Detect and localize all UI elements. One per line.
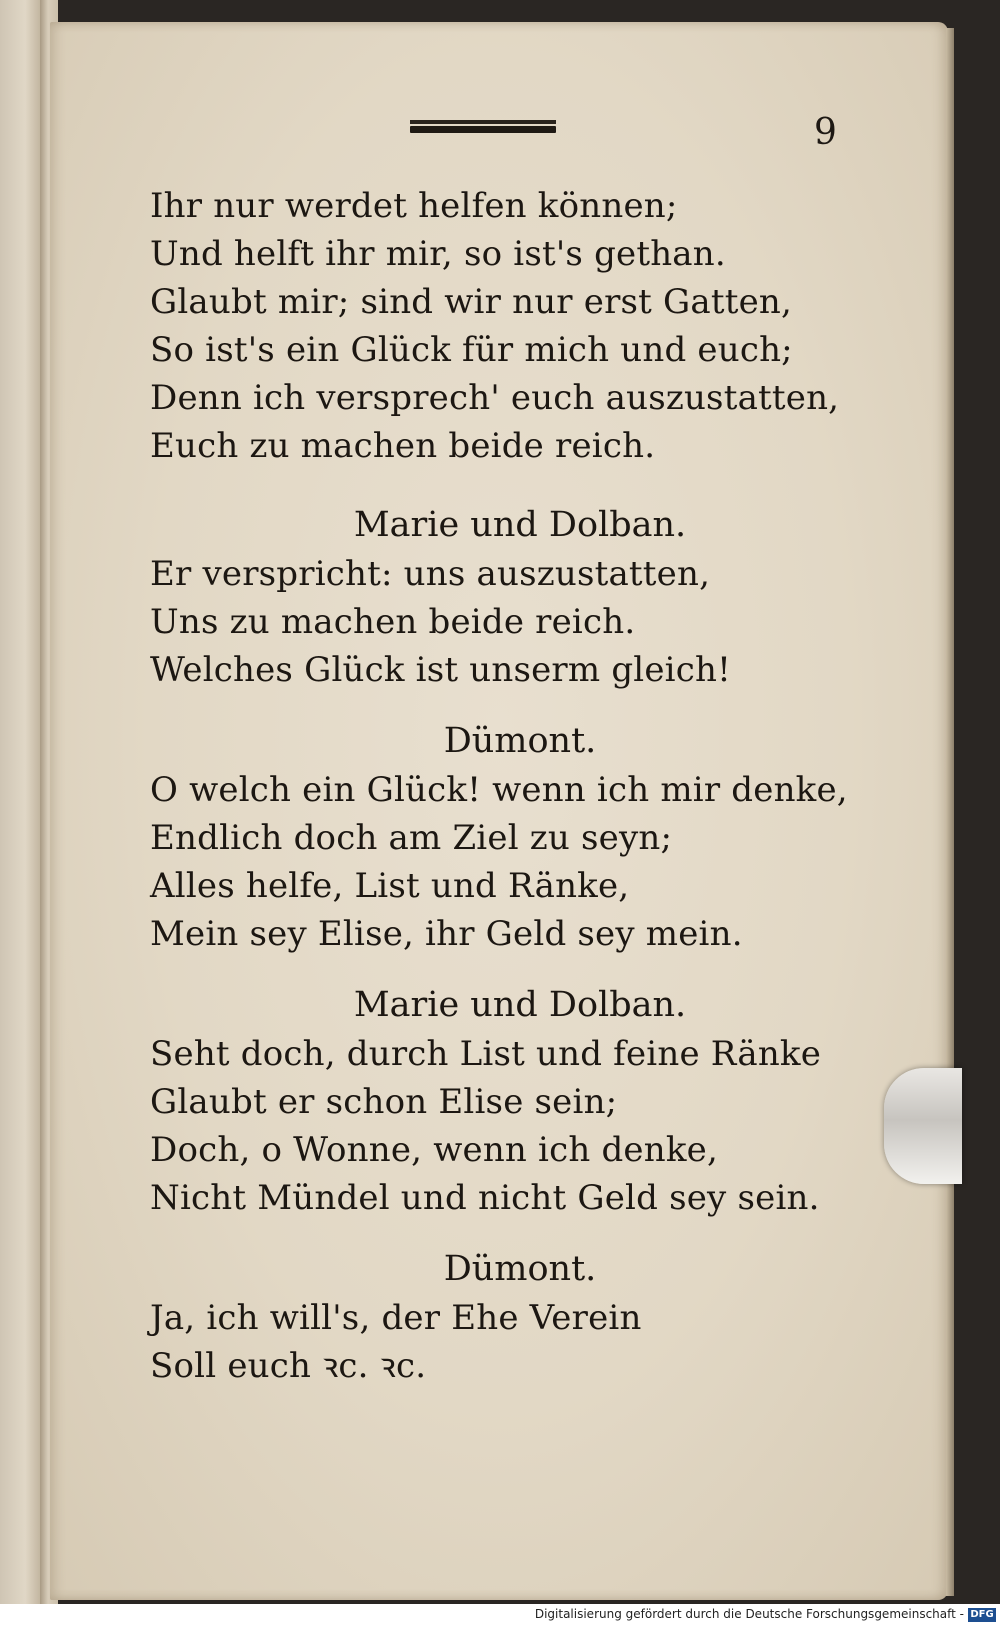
verse-line: Doch, o Wonne, wenn ich denke, (150, 1130, 718, 1170)
verse-line: Euch zu machen beide reich. (150, 426, 656, 466)
verse-line: Uns zu machen beide reich. (150, 602, 636, 642)
header-rule-ornament (410, 120, 556, 134)
speaker-heading: Dümont. (443, 1249, 597, 1289)
verse-line: Mein sey Elise, ihr Geld sey mein. (150, 914, 743, 954)
speaker-heading: Marie und Dolban. (353, 985, 687, 1025)
verse-line: Ihr nur werdet helfen können; (150, 186, 678, 226)
verse-line: So ist's ein Glück für mich und euch; (150, 330, 793, 370)
verse-line: Und helft ihr mir, so ist's gethan. (150, 234, 726, 274)
page-holder-clip (884, 1068, 962, 1184)
verse-line: Glaubt mir; sind wir nur erst Gatten, (150, 282, 793, 322)
verse-line: Glaubt er schon Elise sein; (150, 1082, 618, 1122)
ornament-thick-bar (410, 126, 556, 133)
verse-line: Er verspricht: uns auszustatten, (150, 554, 711, 594)
page-edge (946, 28, 954, 1596)
speaker-heading: Dümont. (443, 721, 597, 761)
verse-line: Welches Glück ist unserm gleich! (150, 650, 731, 690)
verse-line: Alles helfe, List und Ränke, (150, 866, 630, 906)
verse-line: Denn ich versprech' euch auszustatten, (150, 378, 840, 418)
funding-credit: Digitalisierung gefördert durch die Deutsche Forschungsgemeinschaft - (534, 1607, 964, 1621)
left-page-margin (0, 0, 42, 1627)
dfg-logo: DFG (968, 1608, 996, 1622)
ornament-thin-bar (410, 120, 556, 124)
verse-line: Seht doch, durch List und feine Ränke (150, 1034, 822, 1074)
verse-line: Soll euch ꝛc. ꝛc. (150, 1346, 427, 1386)
verse-line: Ja, ich will's, der Ehe Verein (150, 1298, 642, 1338)
page-number: 9 (814, 112, 837, 153)
verse-line: O welch ein Glück! wenn ich mir denke, (150, 770, 848, 810)
digitization-footer (0, 1604, 1000, 1627)
verse-line: Nicht Mündel und nicht Geld sey sein. (150, 1178, 820, 1218)
speaker-heading: Marie und Dolban. (353, 505, 687, 545)
verse-text (150, 182, 890, 1390)
verse-line: Endlich doch am Ziel zu seyn; (150, 818, 673, 858)
